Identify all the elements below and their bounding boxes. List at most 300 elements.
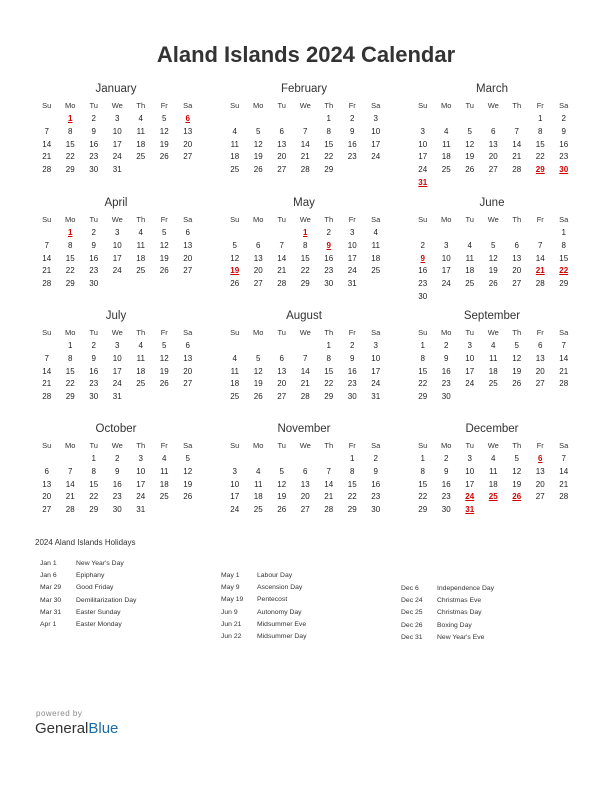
day-cell: 18 [441, 152, 451, 162]
day-cell: 7 [326, 466, 331, 476]
page-title: Aland Islands 2024 Calendar [156, 42, 456, 67]
day-cell: 26 [230, 279, 240, 289]
day-cell: 28 [42, 392, 52, 402]
day-cell: 30 [89, 279, 99, 289]
day-cell: 21 [42, 266, 52, 276]
day-cell: 7 [538, 240, 543, 250]
day-cell: 30 [441, 505, 451, 515]
month-grid [35, 214, 197, 291]
day-cell: 13 [183, 240, 193, 250]
weekday-header: Th [324, 441, 334, 450]
day-cell: 2 [115, 454, 120, 463]
day-cell: 30 [347, 392, 357, 402]
day-cell: 2 [444, 341, 449, 350]
day-cell: 12 [277, 479, 287, 489]
day-cell: 27 [488, 165, 498, 175]
month-name: August [286, 310, 322, 322]
weekday-header: Su [230, 441, 240, 450]
day-cell: 6 [538, 341, 543, 350]
day-cell: 19 [512, 479, 522, 489]
holiday-date: Jun 9 [221, 608, 238, 616]
day-cell: 13 [488, 139, 498, 149]
month-grid [223, 327, 385, 404]
month-grid [411, 440, 573, 517]
weekday-header: Tu [89, 215, 98, 224]
day-cell: 28 [277, 279, 287, 289]
holiday-day-cell: 1 [68, 228, 73, 237]
day-cell: 2 [326, 228, 331, 237]
holiday-date: May 19 [221, 596, 244, 604]
day-cell: 14 [324, 479, 334, 489]
day-cell: 27 [253, 279, 263, 289]
day-cell: 17 [465, 479, 475, 489]
day-cell: 4 [138, 228, 143, 237]
day-cell: 26 [253, 392, 263, 402]
day-cell: 21 [277, 266, 287, 276]
day-cell: 1 [350, 454, 355, 463]
weekday-header: Fr [160, 328, 168, 337]
holiday-day-cell: 25 [488, 492, 498, 502]
holiday-row [35, 607, 136, 619]
day-cell: 30 [418, 291, 428, 301]
holiday-column [35, 558, 136, 631]
day-cell: 13 [300, 479, 310, 489]
holiday-row [35, 570, 136, 582]
holiday-date: Mar 31 [40, 608, 62, 616]
day-cell: 8 [303, 240, 308, 250]
day-cell: 27 [535, 379, 545, 389]
day-cell: 6 [303, 466, 308, 476]
day-cell: 10 [136, 466, 146, 476]
day-cell: 28 [42, 279, 52, 289]
day-cell: 27 [535, 492, 545, 502]
day-cell: 25 [253, 505, 263, 515]
weekday-header: Sa [559, 441, 569, 450]
day-cell: 14 [559, 466, 569, 476]
day-cell: 16 [441, 366, 451, 376]
day-cell: 11 [489, 466, 498, 476]
day-cell: 23 [89, 379, 99, 389]
empty-day-cell [294, 113, 318, 126]
day-cell: 26 [253, 165, 263, 175]
day-cell: 8 [68, 126, 73, 136]
holiday-date: May 1 [221, 572, 240, 579]
day-cell: 4 [491, 341, 496, 350]
day-cell: 14 [42, 139, 52, 149]
day-cell: 27 [42, 505, 52, 515]
weekday-header: Mo [441, 328, 452, 337]
day-cell: 3 [373, 114, 378, 123]
day-cell: 19 [159, 139, 169, 149]
day-cell: 23 [559, 152, 569, 162]
day-cell: 11 [465, 253, 474, 263]
day-cell: 13 [253, 253, 263, 263]
month-name: October [95, 423, 137, 435]
weekday-header: Mo [65, 215, 76, 224]
day-cell: 26 [183, 492, 193, 502]
weekday-header: We [299, 101, 311, 110]
weekday-header: Su [42, 215, 52, 224]
day-cell: 29 [324, 392, 334, 402]
day-cell: 20 [42, 492, 52, 502]
empty-day-cell [35, 227, 59, 240]
day-cell: 23 [441, 492, 451, 502]
holiday-name: Independence Day [437, 585, 495, 592]
day-cell: 8 [68, 240, 73, 250]
weekday-header: Tu [89, 328, 98, 337]
day-cell: 12 [253, 366, 263, 376]
day-cell: 17 [441, 266, 451, 276]
weekday-header: We [299, 215, 311, 224]
day-cell: 20 [300, 492, 310, 502]
day-cell: 6 [185, 228, 190, 237]
holiday-date: Apr 1 [40, 620, 57, 628]
weekday-header: Th [512, 101, 522, 110]
day-cell: 8 [420, 466, 425, 476]
day-cell: 11 [136, 126, 145, 136]
weekday-header: Mo [253, 215, 264, 224]
day-cell: 17 [112, 253, 122, 263]
day-cell: 26 [159, 379, 169, 389]
day-cell: 31 [136, 505, 146, 515]
day-cell: 13 [277, 139, 287, 149]
day-cell: 9 [444, 466, 449, 476]
empty-day-cell [247, 113, 271, 126]
day-cell: 14 [300, 139, 310, 149]
empty-day-cell [505, 227, 529, 240]
day-cell: 13 [535, 466, 545, 476]
weekday-header: Fr [160, 101, 168, 110]
day-cell: 27 [183, 152, 193, 162]
day-cell: 1 [326, 114, 331, 123]
holiday-row [35, 582, 136, 594]
day-cell: 14 [535, 253, 545, 263]
weekday-header: Sa [559, 328, 569, 337]
weekday-header: Tu [89, 101, 98, 110]
holiday-day-cell: 31 [465, 505, 475, 515]
day-cell: 25 [136, 379, 146, 389]
day-cell: 22 [418, 492, 428, 502]
day-cell: 31 [347, 279, 357, 289]
empty-day-cell [435, 113, 459, 126]
day-cell: 20 [277, 379, 287, 389]
holiday-name: Midsummer Eve [257, 620, 307, 628]
day-cell: 26 [159, 152, 169, 162]
day-cell: 20 [277, 152, 287, 162]
day-cell: 4 [232, 353, 237, 363]
weekday-header: Fr [348, 441, 356, 450]
day-cell: 12 [512, 353, 522, 363]
day-cell: 4 [491, 454, 496, 463]
day-cell: 21 [42, 152, 52, 162]
day-cell: 16 [112, 479, 122, 489]
day-cell: 24 [371, 379, 381, 389]
day-cell: 5 [162, 114, 167, 123]
day-cell: 15 [535, 139, 545, 149]
day-cell: 9 [561, 126, 566, 136]
weekday-header: Su [230, 215, 240, 224]
day-cell: 2 [91, 114, 96, 123]
day-cell: 1 [326, 341, 331, 350]
holiday-day-cell: 6 [538, 454, 543, 463]
day-cell: 25 [136, 152, 146, 162]
empty-day-cell [411, 227, 435, 240]
day-cell: 19 [253, 379, 263, 389]
day-cell: 18 [136, 139, 146, 149]
month-february [223, 82, 385, 177]
holiday-date: Jun 22 [221, 632, 242, 640]
day-cell: 18 [488, 479, 498, 489]
day-cell: 14 [300, 366, 310, 376]
weekday-header: Th [324, 101, 334, 110]
holidays-title: 2024 Aland Islands Holidays [35, 538, 136, 547]
day-cell: 28 [42, 165, 52, 175]
holiday-date: Jun 21 [221, 620, 242, 628]
day-cell: 18 [465, 266, 475, 276]
weekday-header: Fr [348, 215, 356, 224]
day-cell: 24 [371, 152, 381, 162]
day-cell: 8 [91, 466, 96, 476]
month-july [35, 309, 197, 404]
empty-day-cell [294, 453, 318, 466]
day-cell: 16 [89, 366, 99, 376]
empty-day-cell [59, 453, 83, 466]
day-cell: 19 [159, 366, 169, 376]
weekday-header: Mo [253, 328, 264, 337]
weekday-header: We [487, 441, 499, 450]
weekday-header: We [487, 328, 499, 337]
empty-day-cell [35, 113, 59, 126]
day-cell: 19 [159, 253, 169, 263]
empty-day-cell [505, 113, 529, 126]
day-cell: 13 [183, 353, 193, 363]
empty-day-cell [270, 340, 294, 353]
day-cell: 3 [444, 240, 449, 250]
day-cell: 5 [279, 466, 284, 476]
day-cell: 19 [488, 266, 498, 276]
day-cell: 2 [373, 454, 378, 463]
day-cell: 3 [350, 228, 355, 237]
weekday-header: Sa [183, 101, 193, 110]
day-cell: 28 [324, 505, 334, 515]
holiday-day-cell: 19 [230, 266, 240, 276]
holiday-day-cell: 6 [185, 114, 190, 123]
weekday-header: Su [418, 328, 428, 337]
day-cell: 21 [559, 479, 569, 489]
weekday-header: Fr [536, 328, 544, 337]
day-cell: 30 [324, 279, 334, 289]
day-cell: 2 [444, 454, 449, 463]
day-cell: 27 [183, 266, 193, 276]
day-cell: 19 [465, 152, 475, 162]
weekday-header: We [111, 215, 123, 224]
month-october [35, 422, 197, 517]
day-cell: 30 [89, 165, 99, 175]
day-cell: 18 [159, 479, 169, 489]
month-name: February [280, 83, 328, 95]
day-cell: 10 [371, 126, 381, 136]
holiday-row [216, 631, 306, 643]
day-cell: 22 [418, 379, 428, 389]
holiday-row [216, 594, 306, 606]
day-cell: 12 [183, 466, 193, 476]
day-cell: 20 [253, 266, 263, 276]
day-cell: 10 [112, 126, 122, 136]
day-cell: 22 [324, 152, 334, 162]
holiday-day-cell: 26 [512, 492, 522, 502]
holiday-day-cell: 1 [68, 114, 73, 123]
day-cell: 28 [559, 379, 569, 389]
day-cell: 28 [300, 392, 310, 402]
day-cell: 6 [256, 240, 261, 250]
holiday-name: Good Friday [76, 584, 114, 592]
day-cell: 20 [535, 366, 545, 376]
day-cell: 22 [65, 379, 75, 389]
day-cell: 22 [65, 266, 75, 276]
holiday-date: Dec 24 [401, 597, 423, 605]
holiday-day-cell: 1 [303, 228, 308, 237]
weekday-header: Fr [536, 101, 544, 110]
weekday-header: Th [512, 215, 522, 224]
day-cell: 26 [512, 379, 522, 389]
weekday-header: Su [418, 215, 428, 224]
weekday-header: Mo [441, 441, 452, 450]
day-cell: 15 [65, 253, 75, 263]
empty-day-cell [458, 113, 482, 126]
month-grid [223, 440, 385, 517]
empty-day-cell [529, 227, 553, 240]
empty-day-cell [294, 340, 318, 353]
day-cell: 15 [65, 139, 75, 149]
day-cell: 9 [91, 126, 96, 136]
day-cell: 20 [488, 152, 498, 162]
holiday-row [396, 583, 494, 595]
day-cell: 24 [112, 152, 122, 162]
month-name: January [95, 83, 137, 95]
day-cell: 12 [488, 253, 498, 263]
holiday-date: Dec 6 [401, 585, 419, 592]
weekday-header: Mo [253, 441, 264, 450]
day-cell: 29 [418, 392, 428, 402]
day-cell: 21 [559, 366, 569, 376]
weekday-header: Mo [441, 101, 452, 110]
day-cell: 24 [465, 379, 475, 389]
holiday-date: Jan 6 [40, 572, 57, 580]
day-cell: 7 [44, 240, 49, 250]
day-cell: 24 [112, 379, 122, 389]
day-cell: 4 [373, 228, 378, 237]
day-cell: 8 [326, 353, 331, 363]
day-cell: 12 [512, 466, 522, 476]
holiday-row [396, 632, 494, 644]
empty-day-cell [317, 453, 341, 466]
empty-day-cell [435, 227, 459, 240]
weekday-header: Fr [536, 215, 544, 224]
day-cell: 10 [112, 353, 122, 363]
day-cell: 30 [441, 392, 451, 402]
day-cell: 1 [420, 341, 425, 350]
day-cell: 1 [420, 454, 425, 463]
brand-logo [35, 720, 118, 737]
holiday-row [216, 619, 306, 631]
month-grid [35, 440, 197, 517]
weekday-header: Tu [465, 441, 474, 450]
day-cell: 24 [112, 266, 122, 276]
holiday-name: Epiphany [76, 572, 105, 580]
holiday-row [35, 558, 136, 570]
day-cell: 28 [535, 279, 545, 289]
day-cell: 16 [441, 479, 451, 489]
holiday-name: Easter Sunday [76, 608, 121, 616]
weekday-header: Fr [160, 441, 168, 450]
weekday-header: Tu [465, 328, 474, 337]
empty-day-cell [35, 453, 59, 466]
day-cell: 23 [371, 492, 381, 502]
day-cell: 1 [91, 454, 96, 463]
day-cell: 18 [230, 379, 240, 389]
day-cell: 22 [324, 379, 334, 389]
day-cell: 7 [44, 126, 49, 136]
day-cell: 12 [159, 240, 169, 250]
day-cell: 10 [230, 479, 240, 489]
day-cell: 3 [420, 126, 425, 136]
day-cell: 3 [138, 454, 143, 463]
day-cell: 31 [371, 392, 381, 402]
day-cell: 25 [159, 492, 169, 502]
day-cell: 2 [420, 240, 425, 250]
day-cell: 8 [420, 353, 425, 363]
day-cell: 26 [159, 266, 169, 276]
day-cell: 21 [65, 492, 75, 502]
month-grid [223, 214, 385, 291]
day-cell: 2 [350, 341, 355, 350]
day-cell: 8 [561, 240, 566, 250]
holiday-date: Mar 29 [40, 584, 62, 592]
day-cell: 9 [444, 353, 449, 363]
holiday-name: Labour Day [257, 572, 293, 579]
day-cell: 22 [65, 152, 75, 162]
holiday-day-cell: 29 [535, 165, 545, 175]
weekday-header: Tu [277, 328, 286, 337]
weekday-header: Su [42, 101, 52, 110]
day-cell: 23 [112, 492, 122, 502]
day-cell: 24 [136, 492, 146, 502]
day-cell: 4 [256, 466, 261, 476]
weekday-header: Sa [371, 441, 381, 450]
day-cell: 23 [324, 266, 334, 276]
holiday-day-cell: 31 [418, 177, 428, 187]
day-cell: 28 [512, 165, 522, 175]
day-cell: 12 [253, 139, 263, 149]
day-cell: 12 [159, 126, 169, 136]
holiday-name: Easter Monday [76, 620, 122, 628]
weekday-header: Sa [559, 101, 569, 110]
holiday-day-cell: 9 [420, 253, 425, 263]
day-cell: 11 [136, 240, 145, 250]
day-cell: 3 [115, 341, 120, 350]
month-april [35, 196, 197, 291]
day-cell: 24 [347, 266, 357, 276]
weekday-header: Th [512, 441, 522, 450]
day-cell: 16 [89, 253, 99, 263]
day-cell: 5 [256, 126, 261, 136]
weekday-header: Fr [160, 215, 168, 224]
weekday-header: Sa [183, 215, 193, 224]
day-cell: 9 [373, 466, 378, 476]
day-cell: 29 [89, 505, 99, 515]
weekday-header: Su [418, 101, 428, 110]
weekday-header: Sa [183, 441, 193, 450]
